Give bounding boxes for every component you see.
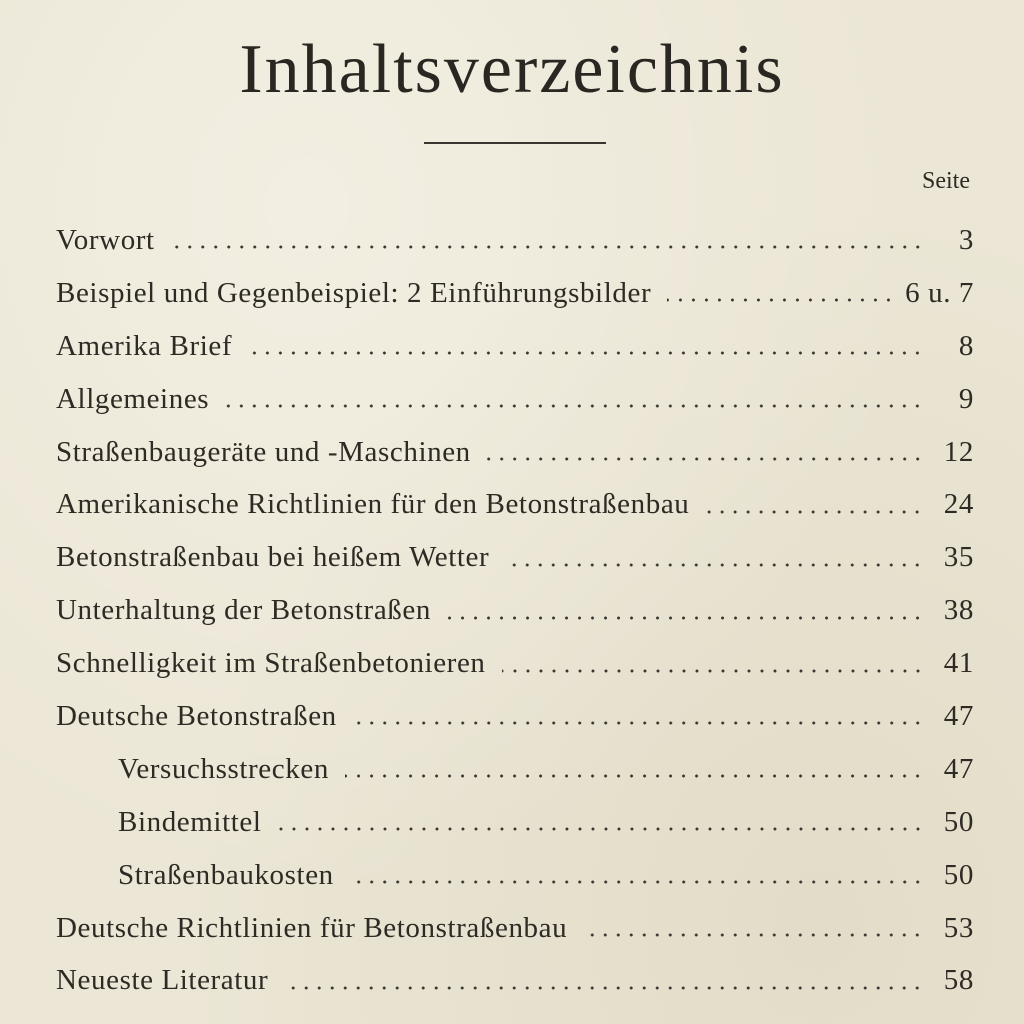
toc-entry-label: Vorwort xyxy=(56,223,155,256)
toc-entry xyxy=(56,320,974,373)
toc-entry-label: Amerika Brief xyxy=(56,329,233,362)
toc-entry-label: Straßenbaugeräte und -Maschinen xyxy=(56,435,471,468)
toc-entry-label: Schnelligkeit im Straßenbetonieren xyxy=(56,647,486,680)
dot-leader xyxy=(353,719,924,727)
toc-entry-label: Amerikanische Richtlinien für den Betonstraßenbau xyxy=(56,488,690,521)
toc-entry-page: 58 xyxy=(943,964,974,997)
page-column-header: Seite xyxy=(922,168,970,194)
toc-entry-page: 6 u. 7 xyxy=(905,276,974,309)
dot-leader xyxy=(447,614,924,622)
toc-subentry xyxy=(56,796,974,849)
title-divider xyxy=(424,142,606,144)
dot-leader xyxy=(705,508,924,516)
toc-entry-label: Deutsche Richtlinien für Betonstraßenbau xyxy=(56,911,568,944)
toc-entry xyxy=(56,531,974,584)
page-title: Inhaltsverzeichnis xyxy=(239,31,785,108)
table-of-contents xyxy=(56,214,974,1007)
dot-leader xyxy=(225,402,924,410)
toc-entry xyxy=(56,478,974,531)
dot-leader xyxy=(487,455,924,463)
toc-entry xyxy=(56,267,974,320)
toc-entry-page: 38 xyxy=(943,594,974,627)
toc-entry-page: 24 xyxy=(943,488,974,521)
toc-entry-page: 35 xyxy=(943,541,974,574)
toc-entry-page: 47 xyxy=(943,699,974,732)
dot-leader xyxy=(583,931,924,939)
toc-entry-page: 9 xyxy=(958,382,974,415)
toc-entry-page: 3 xyxy=(958,223,974,256)
toc-entry-label: Bindemittel xyxy=(118,805,262,838)
toc-entry xyxy=(56,902,974,955)
dot-leader xyxy=(502,667,924,675)
dot-leader xyxy=(278,825,924,833)
toc-entry-label: Versuchsstrecken xyxy=(118,752,329,785)
toc-entry xyxy=(56,426,974,479)
toc-entry-label: Straßenbaukosten xyxy=(118,858,334,891)
dot-leader xyxy=(171,243,924,251)
dot-leader xyxy=(345,772,924,780)
toc-entry xyxy=(56,690,974,743)
toc-entry-page: 12 xyxy=(943,435,974,468)
toc-entry xyxy=(56,584,974,637)
toc-subentry xyxy=(56,743,974,796)
dot-leader xyxy=(505,561,924,569)
dot-leader xyxy=(248,349,924,357)
toc-entry-label: Allgemeines xyxy=(56,382,210,415)
dot-leader xyxy=(284,984,924,992)
toc-entry-page: 8 xyxy=(958,329,974,362)
toc-entry-page: 47 xyxy=(943,752,974,785)
toc-entry-label: Deutsche Betonstraßen xyxy=(56,699,337,732)
toc-entry xyxy=(56,954,974,1007)
dot-leader xyxy=(350,878,924,886)
toc-entry xyxy=(56,637,974,690)
toc-entry-label: Neueste Literatur xyxy=(56,964,269,997)
dot-leader xyxy=(667,296,895,304)
toc-entry-page: 41 xyxy=(943,647,974,680)
toc-entry-label: Betonstraßenbau bei heißem Wetter xyxy=(56,541,490,574)
toc-entry xyxy=(56,373,974,426)
toc-entry xyxy=(56,214,974,267)
toc-entry-page: 53 xyxy=(943,911,974,944)
toc-subentry xyxy=(56,849,974,902)
toc-entry-page: 50 xyxy=(943,805,974,838)
toc-entry-label: Unterhaltung der Betonstraßen xyxy=(56,594,431,627)
toc-entry-label: Beispiel und Gegenbeispiel: 2 Einführungsbilder xyxy=(56,276,652,309)
toc-entry-page: 50 xyxy=(943,858,974,891)
